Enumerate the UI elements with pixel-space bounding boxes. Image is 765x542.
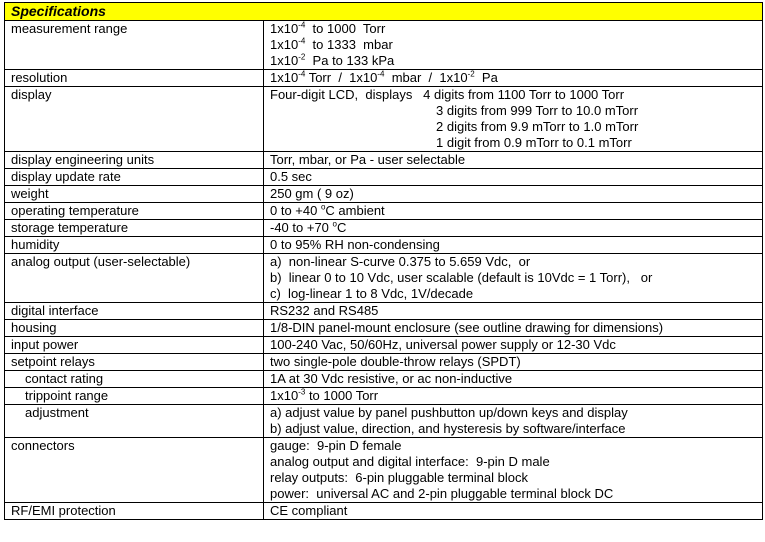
table-row (5, 503, 763, 520)
value-line: analog output and digital interface: 9-pin D male (270, 454, 550, 469)
value-line: 1 digit from 0.9 mTorr to 0.1 mTorr (436, 135, 632, 150)
row-value: 0.5 sec (264, 169, 763, 186)
row-label: humidity (5, 237, 264, 254)
row-value: CE compliant (264, 503, 763, 520)
row-value: RS232 and RS485 (264, 303, 763, 320)
table-row (5, 303, 763, 320)
row-label: measurement range (5, 21, 264, 70)
table-row (5, 152, 763, 169)
row-label: storage temperature (5, 220, 264, 237)
row-label: RF/EMI protection (5, 503, 264, 520)
row-label: housing (5, 320, 264, 337)
table-row (5, 254, 763, 303)
value-line: gauge: 9-pin D female (270, 438, 402, 453)
table-row (5, 186, 763, 203)
value-line: Four-digit LCD, displays 4 digits from 1100 Torr to 1000 Torr (270, 87, 625, 102)
table-row (5, 87, 763, 152)
row-label: display update rate (5, 169, 264, 186)
row-label: setpoint relays (5, 354, 264, 371)
value-line: a) non-linear S-curve 0.375 to 5.659 Vdc, or (270, 254, 531, 269)
row-label: weight (5, 186, 264, 203)
row-label: input power (5, 337, 264, 354)
row-value: 250 gm ( 9 oz) (264, 186, 763, 203)
specifications-table (4, 2, 763, 520)
value-line: power: universal AC and 2-pin pluggable terminal block DC (270, 486, 614, 501)
row-value: Torr, mbar, or Pa - user selectable (264, 152, 763, 169)
value-line: c) log-linear 1 to 8 Vdc, 1V/decade (270, 286, 474, 301)
table-row (5, 371, 763, 388)
row-value: 100-240 Vac, 50/60Hz, universal power supply or 12-30 Vdc (264, 337, 763, 354)
table-row (5, 169, 763, 186)
value-line: a) adjust value by panel pushbutton up/down keys and display (270, 405, 628, 420)
value-line: 3 digits from 999 Torr to 10.0 mTorr (436, 103, 639, 118)
table-row (5, 320, 763, 337)
row-value: two single-pole double-throw relays (SPDT) (264, 354, 763, 371)
row-label: adjustment (5, 405, 264, 438)
table-row (5, 354, 763, 371)
value-line: $1x10^{-4}$ to 1000 Torr (270, 20, 386, 36)
row-value (264, 405, 763, 438)
table-header-row (5, 3, 763, 21)
row-label: trippoint range (5, 388, 264, 405)
row-label: digital interface (5, 303, 264, 320)
value-line: b) adjust value, direction, and hysteresis by software/interface (270, 421, 626, 436)
row-label: operating temperature (5, 203, 264, 220)
row-value: $1x10^{-4}$ Torr / $1x10^{-4}$ mbar / $1x10^{-2}$ Pa (264, 70, 763, 87)
row-value (264, 438, 763, 503)
row-value: -40 to +70 $^o$C (264, 220, 763, 237)
value-line: $1x10^{-4}$ to 1333 mbar (270, 36, 393, 52)
row-value: $1x10^{-3}$ to 1000 Torr (264, 388, 763, 405)
table-row (5, 203, 763, 220)
row-label: display (5, 87, 264, 152)
row-value: 1A at 30 Vdc resistive, or ac non-inductive (264, 371, 763, 388)
row-value (264, 87, 763, 152)
value-line: relay outputs: 6-pin pluggable terminal block (270, 470, 528, 485)
row-label: display engineering units (5, 152, 264, 169)
row-label: analog output (user-selectable) (5, 254, 264, 303)
specifications-table-container (4, 2, 762, 520)
value-line: b) linear 0 to 10 Vdc, user scalable (default is 10Vdc = 1 Torr), or (270, 270, 653, 285)
value-line: $1x10^{-2}$ Pa to 133 kPa (270, 52, 395, 68)
row-label: connectors (5, 438, 264, 503)
table-row (5, 220, 763, 237)
value-line: 2 digits from 9.9 mTorr to 1.0 mTorr (436, 119, 639, 134)
table-row (5, 405, 763, 438)
row-value: 0 to +40 $^o$C ambient (264, 203, 763, 220)
row-value: 1/8-DIN panel-mount enclosure (see outline drawing for dimensions) (264, 320, 763, 337)
table-title: Specifications (5, 3, 763, 21)
row-label: contact rating (5, 371, 264, 388)
table-row (5, 237, 763, 254)
row-value: 0 to 95% RH non-condensing (264, 237, 763, 254)
table-row (5, 388, 763, 405)
table-row (5, 21, 763, 70)
row-value (264, 21, 763, 70)
row-label: resolution (5, 70, 264, 87)
table-row (5, 70, 763, 87)
table-row (5, 438, 763, 503)
row-value (264, 254, 763, 303)
table-row (5, 337, 763, 354)
